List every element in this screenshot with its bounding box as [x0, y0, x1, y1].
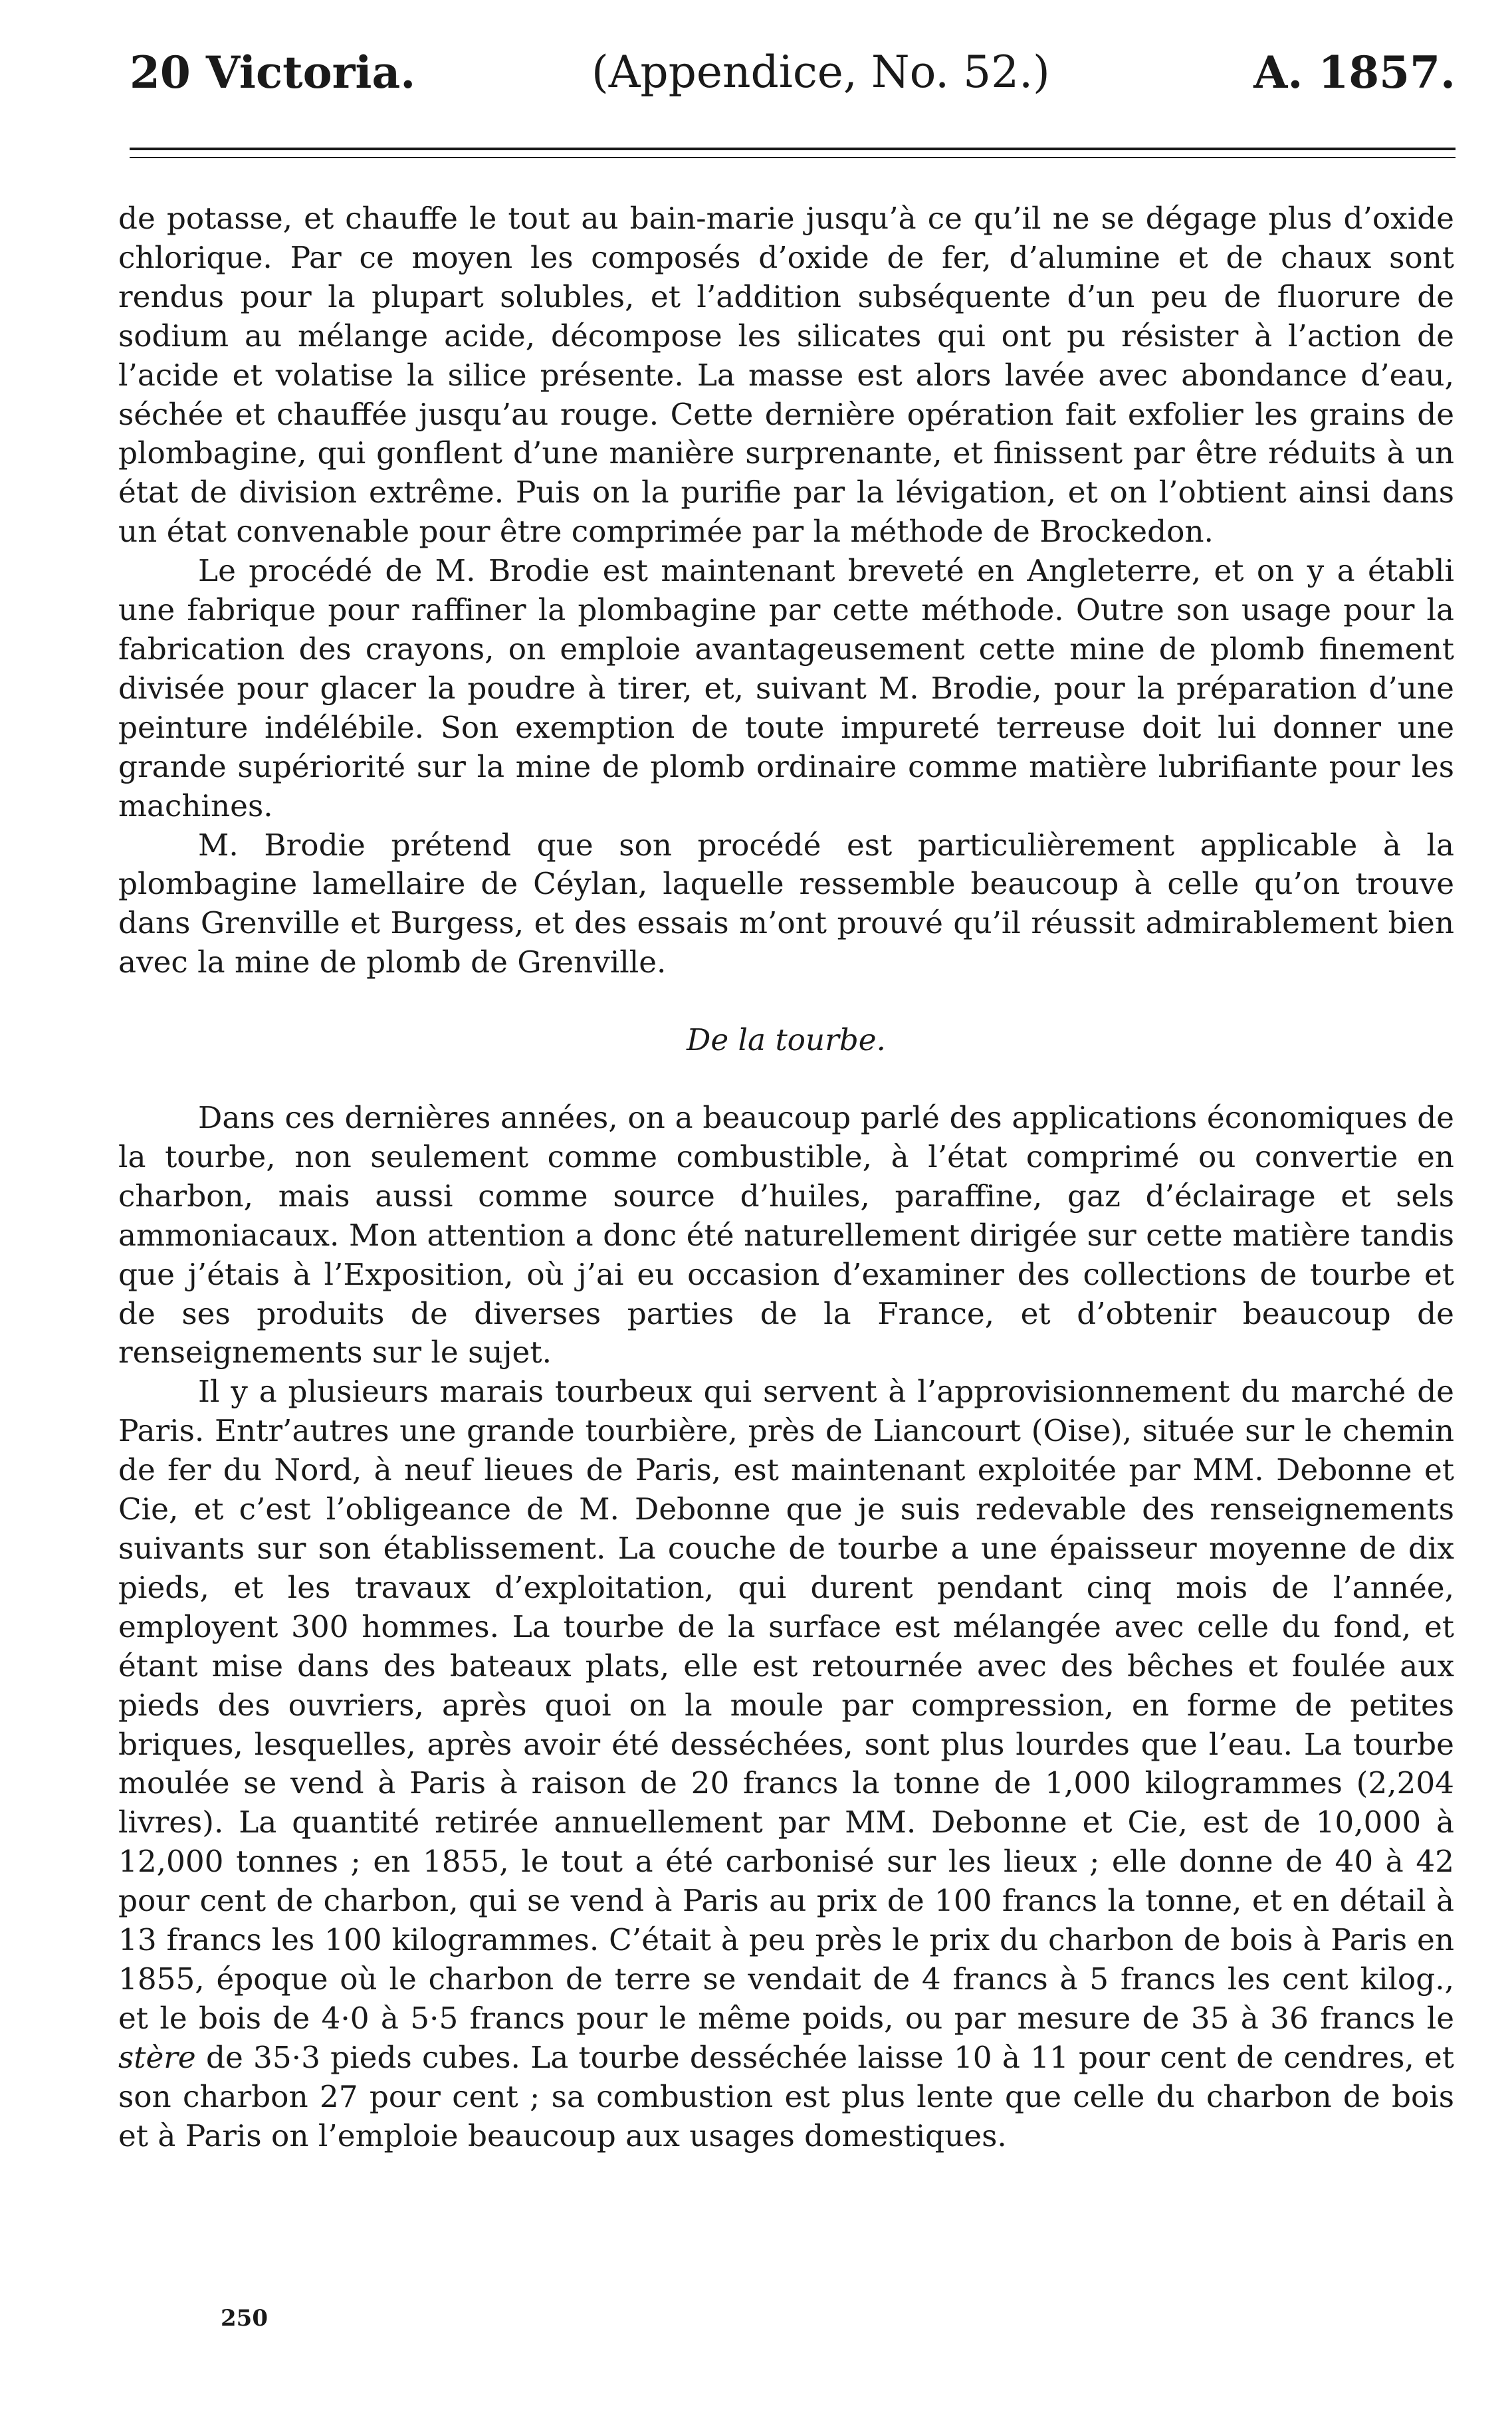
- header-volume: 20 Victoria.: [130, 47, 416, 98]
- header-rule-thick: [130, 148, 1456, 150]
- paragraph-tourbe-paris: [118, 1373, 1454, 2155]
- page-body: [118, 199, 1454, 2156]
- paragraph-tourbe-intro: Dans ces dernières années, on a beaucoup parlé des applications économiques de la tourbe, non seulement comme combustible, à l’état comprimé ou convertie en charbon, mais aussi comme source d’huiles, paraffine, gaz d’éclairage et sels ammoniacaux. Mon attention a donc été naturellement dirigée sur cette matière tandis que j’étais à l’Exposition, où j’ai eu occasion d’examiner des collections de tourbe et de ses produits de diverses parties de la France, et d’obtenir beaucoup de renseignements sur le sujet.: [118, 1100, 1454, 1371]
- paragraph-brodie-patent: Le procédé de M. Brodie est maintenant breveté en Angleterre, et on y a établi une fabrique pour raffiner la plombagine par cette méthode. Outre son usage pour la fabrication des crayons, on emploie avantageusement cette mine de plomb finement divisée pour glacer la poudre à tirer, et, suivant M. Brodie, pour la préparation d’une peinture indélébile. Son exemption de toute impureté terreuse doit lui donner une grande supériorité sur la mine de plomb ordinaire comme matière lubrifiante pour les machines.: [118, 553, 1454, 824]
- paragraph-tourbe-paris-start: Il y a plusieurs marais tourbeux qui servent à l’approvisionnement du marché de Paris. Entr’autres une grande tourbière, près de Liancourt (Oise), située sur le chemin de fer du Nord, à neuf lieues de Paris, est maintenant exploitée par MM. Debonne et Cie, et c’est l’obligeance de M. Debonne que je suis redevable des renseignements suivants sur son établissement. La couche de tourbe a une épaisseur moyenne de dix pieds, et les travaux d’exploitation, qui durent pendant cinq mois de l’année, employent 300 hommes. La tourbe de la surface est mélangée avec celle du fond, et étant mise dans des bateaux plats, elle est retournée avec des bêches et foulée aux pieds des ouvriers, après quoi on la moule par compression, en forme de petites briques, lesquelles, après avoir été desséchées, sont plus lourdes que l’eau. La tourbe moulée se vend à Paris à raison de 20 francs la tonne de 1,000 kilogrammes (2,204 livres). La quantité retirée annuellement par MM. Debonne et Cie, est de 10,000 à 12,000 tonnes ; en 1855, le tout a été carbonisé sur les lieux ; elle donne de 40 à 42 pour cent de charbon, qui se vend à Paris au prix de 100 francs la tonne, et en détail à 13 francs les 100 kilogrammes. C’était à peu près le prix du charbon de bois à Paris en 1855, époque où le charbon de terre se vendait de 4 francs à 5 francs les cent kilog., et le bois de 4·0 à 5·5 francs pour le même poids, ou par mesure de 35 à 36 francs le: [118, 1374, 1454, 2036]
- page-number: 250: [221, 2305, 268, 2332]
- paragraph-tourbe-paris-end: de 35·3 pieds cubes. La tourbe desséchée laisse 10 à 11 pour cent de cendres, et son charbon 27 pour cent ; sa combustion est plus lente que celle du charbon de bois et à Paris on l’emploie beaucoup aux usages domestiques.: [118, 2039, 1454, 2153]
- word-stere: stère: [118, 2039, 196, 2075]
- header-appendix: (Appendice, No. 52.): [592, 47, 1050, 98]
- running-header: [130, 47, 1456, 113]
- section-heading: De la tourbe.: [687, 1022, 886, 1058]
- paragraph-brodie-ceylan: M. Brodie prétend que son procédé est particulièrement applicable à la plombagine lamellaire de Céylan, laquelle ressemble beaucoup à celle qu’on trouve dans Grenville et Burgess, et des essais m’ont prouvé qu’il réussit admirablement bien avec la mine de plomb de Grenville.: [118, 827, 1454, 980]
- header-year: A. 1857.: [1253, 47, 1456, 98]
- header-rule-thin: [130, 157, 1456, 158]
- paragraph-continued: de potasse, et chauffe le tout au bain-marie jusqu’à ce qu’il ne se dégage plus d’oxide chlorique. Par ce moyen les composés d’oxide de fer, d’alumine et de chaux sont rendus pour la plupart solubles, et l’addition subséquente d’un peu de fluorure de sodium au mélange acide, décompose les silicates qui ont pu résister à l’action de l’acide et volatise la silice présente. La masse est alors lavée avec abondance d’eau, séchée et chauffée jusqu’au rouge. Cette dernière opération fait exfolier les grains de plombagine, qui gonflent d’une manière surprenante, et finissent par être réduits à un état de division extrême. Puis on la purifie par la lévigation, et on l’obtient ainsi dans un état convenable pour être comprimée par la méthode de Brockedon.: [118, 201, 1454, 550]
